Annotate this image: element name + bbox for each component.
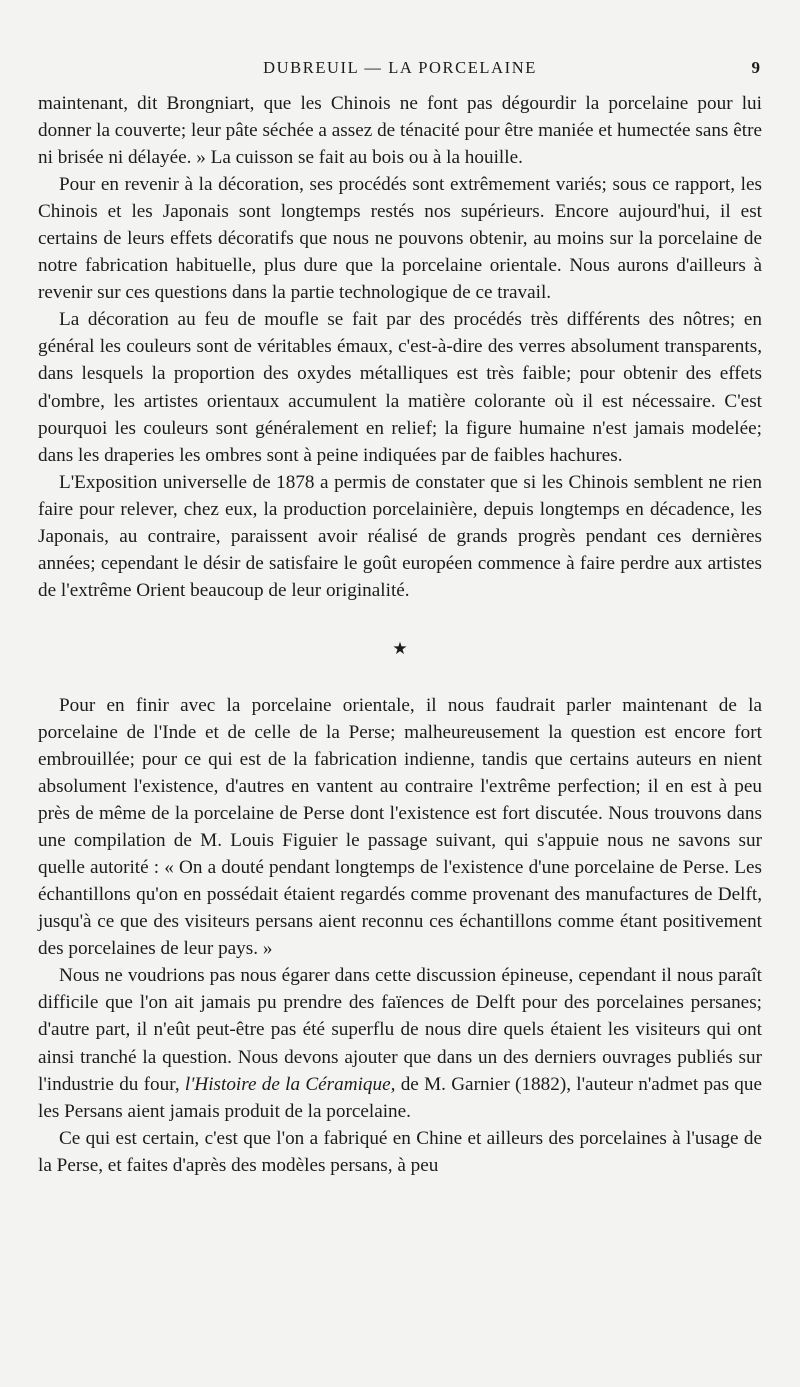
- running-head: [38, 58, 762, 82]
- paragraph: Ce qui est certain, c'est que l'on a fabriqué en Chine et ailleurs des porcelaines à l'usage de la Perse, et faites d'après des modèles persans, à peu: [38, 1127, 762, 1176]
- paragraph: maintenant, dit Brongniart, que les Chinois ne font pas dégourdir la porcelaine pour lui donner la couverte; leur pâte séchée a assez de ténacité pour être maniée et humectée sans être ni brisée ni délayée. » La cuisson se fait au bois ou à la houille.: [38, 93, 762, 169]
- book-title: l'Histoire de la Céramique,: [184, 1073, 396, 1095]
- paragraph-text: Nous ne voudrions pas nous égarer dans cette discussion épineuse, cependant il nous paraît difficile que l'on ait jamais pu prendre des faïences de Delft pour des porcelaines persanes; d'autre part, il n'eût peut-être pas été superflu de nous dire quels étaient les visiteurs qui ont ainsi tranché la question. Nous devons ajouter que dans un des derniers ouvrages publiés sur l'industrie du four,: [38, 965, 762, 1095]
- paragraph: [38, 962, 762, 1124]
- page-number: 9: [751, 58, 760, 77]
- paragraph: L'Exposition universelle de 1878 a permis de constater que si les Chinois semblent ne rien faire pour relever, chez eux, la production porcelainière, depuis longtemps en décadence, les Japonais, au contraire, paraissent avoir réalisé de grands progrès pendant ces dernières années; cependant le désir de satisfaire le goût européen commence à faire perdre aux artistes de l'extrême Orient beaucoup de leur originalité.: [38, 471, 762, 601]
- paragraph: Pour en finir avec la porcelaine orientale, il nous faudrait parler maintenant de la porcelaine de l'Inde et de celle de la Perse; malheureusement la question est encore fort embrouillée; pour ce qui est de la fabrication indienne, tandis que certains auteurs en nient absolument l'existence, d'autres en vantent au contraire l'extrême perfection; il en est à peu près de même de la porcelaine de Perse dont l'existence est fort discutée. Nous trouvons dans une compilation de M. Louis Figuier le passage suivant, qui s'appuie nous ne savons sur quelle autorité : « On a douté pendant longtemps de l'existence d'une porcelaine de Perse. Les échantillons qu'on en possédait étaient regardés comme provenant des manufactures de Delft, jusqu'à ce que des visiteurs persans aient reconnu ces échantillons comme étant positivement des porcelaines de leur pays. »: [38, 694, 762, 960]
- paragraph-text: de M. Garnier (1882), l'auteur n'admet pas que les Persans aient jamais produit de la porcelaine.: [38, 1073, 762, 1122]
- paragraph: Pour en revenir à la décoration, ses procédés sont extrêmement variés; sous ce rapport, les Chinois et les Japonais sont longtemps restés nos supérieurs. Encore aujourd'hui, il est certains de leurs effets décoratifs que nous ne pouvons obtenir, au moins sur la porcelaine de notre fabrication habituelle, plus dure que la porcelaine orientale. Nous aurons d'ailleurs à revenir sur ces questions dans la partie technologique de ce travail.: [38, 174, 762, 304]
- star-separator-icon: ★: [392, 638, 408, 658]
- running-title: DUBREUIL — LA PORCELAINE: [263, 58, 537, 77]
- paragraph: La décoration au feu de moufle se fait par des procédés très différents des nôtres; en général les couleurs sont de véritables émaux, c'est-à-dire des verres absolument transparents, dans lesquels la proportion des oxydes métalliques est très faible; pour obtenir des effets d'ombre, les artistes orientaux accumulent la matière colorante où il est nécessaire. C'est pourquoi les couleurs sont généralement en relief; la figure humaine n'est jamais modelée; dans les draperies les ombres sont à peine indiquées par de faibles hachures.: [38, 309, 762, 466]
- body-text: [38, 90, 762, 1179]
